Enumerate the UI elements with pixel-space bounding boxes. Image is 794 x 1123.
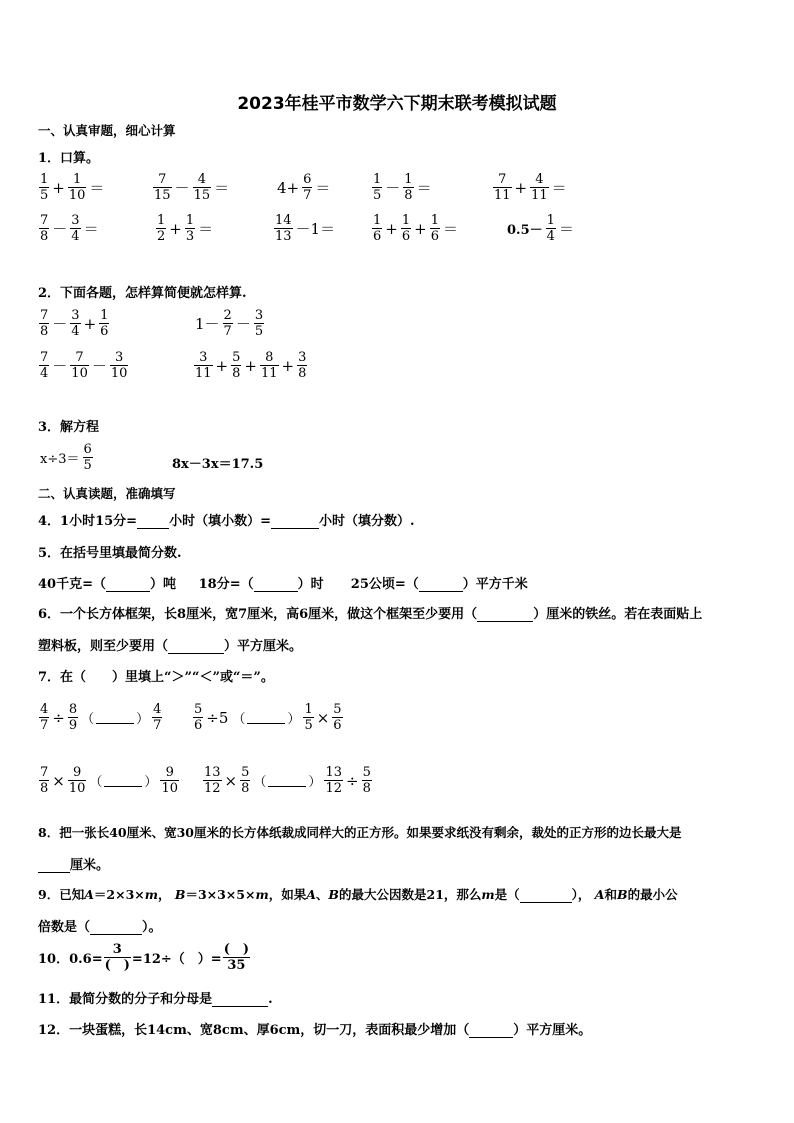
q9-blank-2[interactable] [90, 934, 142, 935]
q1-item-6: 7 8 － 3 4 ＝ [40, 213, 99, 244]
q7-compare-4: $\frac{13}{12}$ × $\frac{5}{8}$ （ ） $\frac{13}{12}$ ÷ $\frac{5}{8}$ [204, 765, 371, 796]
question-4: 4．1小时15分= 小时（填小数）= 小时（填分数）. [38, 514, 415, 529]
question-2-label: 2．下面各题，怎样算简便就怎样算. [38, 286, 247, 301]
question-7-label: 7．在（ ）里填上“＞”“＜”或“＝”。 [38, 670, 274, 685]
question-11: 11．最简分数的分子和分母是 . [38, 992, 273, 1007]
q6-blank-1[interactable] [477, 621, 533, 622]
q10-blank-2[interactable]: ( ) [223, 942, 250, 957]
q4-blank-2[interactable] [271, 528, 319, 529]
question-1-label: 1．口算。 [38, 151, 100, 166]
page-title: 2023年桂平市数学六下期末联考模拟试题 [237, 94, 557, 114]
question-9-line-2: 倍数是（ ）。 [38, 920, 162, 935]
question-9-line-1: 9．已知A＝2×3×m， B＝3×3×5×m，如果A、B的最大公因数是21，那么m是（ ）， A和B的最小公 [38, 887, 678, 902]
question-6-line-2: 塑料板，则至少要用（ ）平方厘米。 [38, 639, 303, 654]
question-10: 10．0.6= 3 ( ) =12÷（ ）= ( ) 35 [38, 942, 250, 973]
q3-equation-1: x÷3＝ 6 5 [40, 442, 92, 473]
q7-compare-3: $\frac{7}{8}$ × $\frac{9}{10}$ （ ） 9 10 [40, 765, 178, 796]
q7-blank-3[interactable] [104, 786, 142, 787]
q9-blank-1[interactable] [520, 902, 572, 903]
q7-blank-2[interactable] [247, 723, 285, 724]
q2-item-2: 1－ 2 7 － 3 5 [195, 308, 264, 339]
q1-item-1: 1 5 + $\frac{1}{10}$ ＝ [40, 172, 105, 203]
q2-item-1: 7 8 － 3 4 + $\frac{1}{6}$ [40, 308, 109, 339]
q2-item-3: 7 4 － 7 10 － 3 10 [40, 350, 128, 381]
q10-blank-1[interactable]: ( ) [104, 958, 130, 973]
q5-blank-3[interactable] [419, 591, 463, 592]
question-8-line-2: 厘米。 [38, 854, 109, 873]
q6-blank-2[interactable] [168, 653, 224, 654]
q7-compare-1: $\frac{4}{7}$ ÷ $\frac{8}{9}$ （ ） 4 7 [40, 702, 162, 733]
q12-blank[interactable] [469, 1037, 513, 1038]
question-3-label: 3．解方程 [38, 420, 100, 435]
q7-blank-1[interactable] [96, 723, 134, 724]
q1-item-4: 1 5 － 1 8 ＝ [373, 172, 432, 203]
q2-item-4: 3 11 + $\frac{5}{8}$ + $\frac{8}{11}$ + $\frac{3}{8}$ [195, 350, 307, 381]
question-5-label: 5．在括号里填最简分数. [38, 546, 182, 561]
q1-item-3: 4+ $\frac{6}{7}$ ＝ [277, 172, 331, 203]
q8-blank[interactable] [38, 872, 70, 873]
section-heading-2: 二、认真读题，准确填写 [38, 486, 176, 501]
q11-blank[interactable] [212, 1006, 268, 1007]
q1-item-5: 7 11 + $\frac{4}{11}$ ＝ [494, 172, 567, 203]
q5-blank-1[interactable] [106, 591, 150, 592]
q1-item-7: 1 2 + $\frac{1}{3}$ ＝ [157, 213, 214, 244]
q7-compare-2: $\frac{5}{6}$ ÷5 （ ） $\frac{1}{5}$ × $\frac{5}{6}$ [194, 702, 342, 733]
question-6-line-1: 6．一个长方体框架，长8厘米，宽7厘米，高6厘米，做这个框架至少要用（ ）厘米的铁丝。若在表面贴上 [38, 607, 703, 622]
q4-blank-1[interactable] [137, 528, 169, 529]
q1-item-2: 7 15 － 4 15 ＝ [154, 172, 230, 203]
q1-item-8: 14 13 －1＝ [275, 213, 336, 244]
q1-item-10: 0.5－ 1 4 ＝ [507, 213, 574, 244]
q5-blank-2[interactable] [254, 591, 298, 592]
section-heading-1: 一、认真审题，细心计算 [38, 123, 176, 138]
q7-blank-4[interactable] [268, 786, 306, 787]
question-8-line-1: 8．把一张长40厘米、宽30厘米的长方体纸裁成同样大的正方形。如果要求纸没有剩余，裁处的正方形的边长最大是 [38, 825, 682, 840]
q3-equation-2: 8x－3x＝17.5 [172, 457, 264, 472]
question-5-items: 40千克=（ ）吨 18分=（ ）时 25公顷=（ ）平方千米 [38, 577, 528, 592]
q1-item-9: 1 6 + $\frac{1}{6}$ + $\frac{1}{6}$ ＝ [373, 213, 459, 244]
question-12: 12．一块蛋糕，长14cm、宽8cm、厚6cm，切一刀，表面积最少增加（ ）平方厘米。 [38, 1023, 592, 1038]
